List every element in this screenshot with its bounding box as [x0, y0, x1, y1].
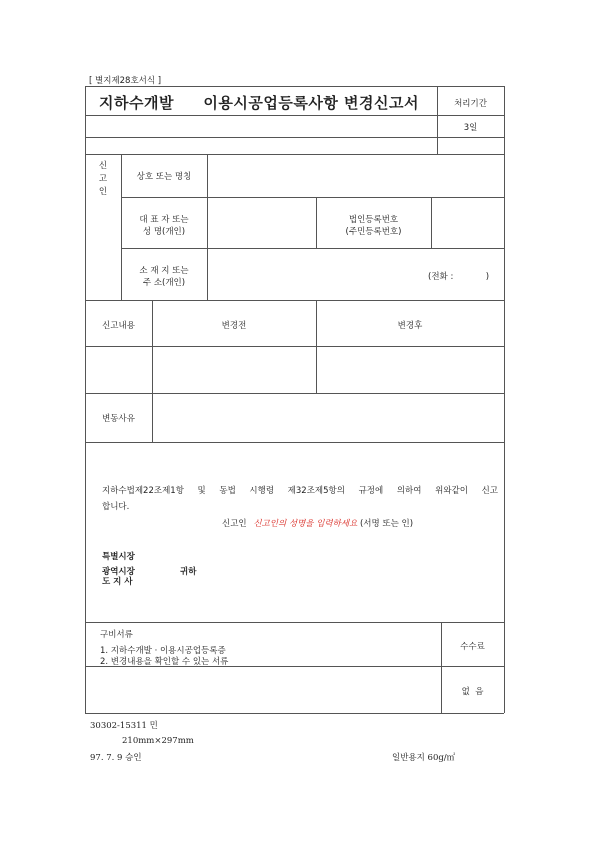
representative-label	[121, 214, 207, 238]
approval-date: 97. 7. 9 승인	[90, 753, 142, 763]
corporate-number-label	[316, 214, 431, 238]
signer-suffix: (서명 또는 인)	[359, 519, 414, 529]
corp-divider-2	[431, 197, 432, 248]
address-label-line-1: 소 재 지 또는	[139, 266, 189, 276]
recipient-honorific: 귀하	[180, 567, 197, 577]
signer-line	[222, 517, 413, 529]
required-documents-label: 구비서류	[100, 630, 133, 640]
signer-label: 신고인	[222, 519, 247, 529]
applicant-char-3: 인	[98, 187, 108, 197]
form-border-top	[85, 86, 504, 87]
header-line-3	[85, 154, 504, 155]
applicant-row-line-1	[121, 197, 504, 198]
corporate-number-field[interactable]	[434, 200, 501, 245]
recipient-metro-city: 광역시장	[102, 567, 135, 577]
business-name-field[interactable]	[210, 158, 500, 194]
fee-label: 수수료	[460, 642, 485, 652]
after-change-field[interactable]	[319, 349, 501, 390]
form-number: [ 별지제28호서식 ]	[89, 76, 162, 86]
applicant-bottom-line	[85, 300, 504, 301]
paper-size: 210mm×297mm	[122, 736, 194, 746]
applicant-label-divider	[207, 154, 208, 300]
paper-spec: 일반용지 60g/㎡	[392, 753, 456, 763]
change-reason-field[interactable]	[155, 396, 501, 439]
recipient-special-city: 특별시장	[102, 552, 135, 562]
address-label-line-2: 주 소(개인)	[142, 278, 186, 288]
fee-value: 없 음	[461, 687, 484, 697]
statement-line-2: 합니다.	[102, 502, 130, 512]
header-line-1	[85, 115, 504, 116]
change-reason-label: 변동사유	[102, 414, 135, 424]
after-change-header: 변경후	[397, 321, 423, 331]
required-document-1: 1. 지하수개발 · 이용시공업등록증	[100, 646, 226, 656]
applicant-section-label	[85, 160, 121, 199]
representative-field[interactable]	[210, 200, 313, 245]
signer-name-input[interactable]: 신고인의 성명을 입력하세요	[253, 519, 358, 529]
form-border-right	[504, 86, 505, 713]
corporate-number-label-line-2: (주민등록번호)	[345, 227, 402, 237]
report-line-2	[85, 393, 504, 394]
required-document-2: 2. 변경내용을 확인할 수 있는 서류	[100, 657, 229, 667]
applicant-char-2: 고	[98, 174, 108, 184]
processing-period-value: 3일	[463, 123, 478, 133]
statement-line-1: 지하수법제22조제1항 및 동법 시행령 제32조제5항의 규정에 의하여 위와같이 신고	[102, 486, 498, 496]
title-part-2: 이용시공업등록사항 변경신고서	[203, 94, 420, 112]
before-change-header: 변경전	[221, 321, 247, 331]
header-line-2	[85, 137, 504, 138]
form-title	[99, 92, 419, 113]
title-part-1: 지하수개발	[99, 94, 174, 112]
corporate-number-label-line-1: 법인등록번호	[348, 215, 399, 225]
representative-label-line-2: 성 명(개인)	[142, 227, 186, 237]
report-content-label: 신고내용	[102, 321, 135, 331]
applicant-row-line-2	[121, 248, 504, 249]
fee-divider	[441, 622, 442, 713]
processing-period-label: 처리기간	[454, 99, 487, 109]
phone-label: (전화 : )	[428, 272, 490, 282]
address-label	[121, 265, 207, 289]
form-border-bottom	[85, 713, 504, 714]
report-row-label-field[interactable]	[88, 349, 149, 390]
before-change-field[interactable]	[155, 349, 313, 390]
report-line-1	[85, 346, 504, 347]
business-name-label: 상호 또는 명칭	[136, 172, 192, 182]
recipient-province-governor: 도 지 사	[102, 577, 133, 587]
representative-label-line-1: 대 표 자 또는	[139, 215, 189, 225]
applicant-char-1: 신	[98, 161, 108, 171]
report-line-3	[85, 442, 504, 443]
form-code: 30302-15311 민	[90, 721, 158, 731]
